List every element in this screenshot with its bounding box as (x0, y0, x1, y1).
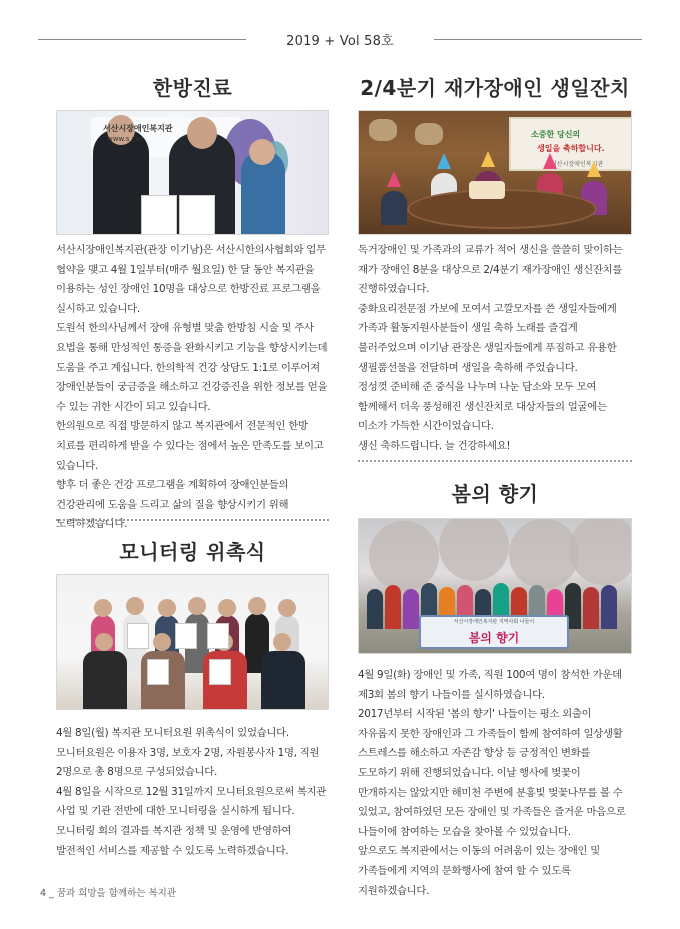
spring-outing-photo (358, 518, 632, 654)
person-head (187, 117, 217, 149)
certificate (147, 659, 169, 685)
person-figure (583, 587, 599, 629)
monitoring-group-photo (56, 574, 329, 710)
section-title: 모니터링 위촉식 (119, 540, 266, 564)
person-head (273, 633, 291, 651)
paragraph: 4월 8일(월) 복지관 모니터요원 위촉식이 있었습니다. (56, 727, 289, 739)
party-hat (437, 153, 451, 169)
person-head (249, 139, 275, 165)
agreement-document (179, 195, 215, 235)
sign-subtitle: 생일을 축하합니다. (537, 144, 605, 153)
person-figure (381, 191, 407, 225)
cherry-tree (439, 518, 509, 581)
cherry-tree (569, 518, 632, 585)
birthday-sign (509, 117, 632, 171)
section-title: 2/4분기 재가장애인 생일잔치 (360, 76, 630, 100)
section-title: 봄의 향기 (451, 482, 539, 506)
person-head (278, 599, 296, 617)
monitoring-body (56, 724, 329, 861)
section-monitoring (56, 536, 329, 861)
paragraph: 한의원으로 직접 방문하지 않고 복지관에서 전문적인 한방 치료를 편리하게 받을 수 있다는 점에서 높은 만족도를 보이고 있습니다. (56, 420, 324, 472)
person-head (188, 597, 206, 615)
paragraph: 모니터요원은 이용자 3명, 보호자 2명, 자원봉사자 1명, 직원 2명으로 총 8명으로 구성되었습니다. (56, 746, 320, 779)
paragraph: 4월 9일(화) 장애인 및 가족, 직원 100여 명이 참석한 가운데 제3회 봄의 향기 나들이를 실시하였습니다. (358, 669, 622, 701)
section-spring (358, 478, 632, 901)
herbal-agreement-photo (56, 110, 329, 235)
party-hat (543, 153, 557, 169)
person-figure (367, 589, 383, 629)
page-footer: 4 _ 꿈과 희망을 함께하는 복지관 (40, 888, 177, 899)
section-title: 한방진료 (152, 76, 233, 100)
photo-lantern (369, 119, 397, 141)
certificate (207, 623, 229, 649)
paragraph: 중화요리전문점 가보에 모여서 고깔모자를 쓴 생일자들에게 가족과 활동지원사분들이 생일 축하 노래를 즐겁게 불러주었으며 이기남 관장은 생일자들에게 푸짐하고 유용한 생필품선물을 전달하며 생일을 축하해 주었습니다. (358, 302, 617, 374)
person-head (153, 633, 171, 651)
person-head (95, 633, 113, 651)
photo-lantern (415, 123, 443, 145)
person-head (218, 599, 236, 617)
certificate (175, 623, 197, 649)
agreement-document (141, 195, 177, 235)
paragraph: 정성껏 준비해 준 중식을 나누며 나눈 담소와 모두 모여 함께해서 더욱 풍성해진 생신잔치로 대상자들의 얼굴에는 미소가 가득한 시간이었습니다. (358, 381, 607, 433)
party-hat (387, 171, 401, 187)
paragraph: 향후 더 좋은 건강 프로그램을 계획하여 장애인분들의 건강관리에 도움을 드리고 삶의 질을 향상시키기 위해 노력하겠습니다. (56, 479, 289, 531)
paragraph: 도원석 한의사님께서 장애 유형별 맞춤 한방침 시술 및 주사 요법을 통해 만성적인 통증을 완화시키고 기능을 향상시키는데 도움을 주고 계십니다. 한의학적 건강 상담도 1:1로 이루어져 장애인분들이 궁금증을 해소하고 건강증진을 위한 정보를 얻을 수 있는 귀한 시간이 되고 있습니다. (56, 322, 328, 413)
person-figure (403, 589, 419, 629)
section-birthday (358, 72, 632, 457)
birthday-party-photo (358, 110, 632, 235)
birthday-cake (469, 181, 505, 199)
person-head (248, 597, 266, 615)
section-herbal (56, 72, 329, 535)
person-head (126, 597, 144, 615)
paragraph: 서산시장애인복지관(관장 이기남)은 서산시한의사협회와 업무 협약을 맺고 4월 1일부터(매주 월요일) 한 달 동안 복지관을 이용하는 성인 장애인 10명을 대상으로 한방진료 프로그램을 실시하고 있습니다. (56, 244, 326, 315)
spring-body (358, 666, 632, 901)
banner-org: 서산시장애인복지관 지역사회 나들이 (453, 619, 535, 625)
section-divider (56, 519, 329, 521)
certificate (127, 623, 149, 649)
certificate (209, 659, 231, 685)
banner-title: 봄의 향기 (468, 631, 520, 645)
person-head (94, 599, 112, 617)
paragraph: 생신 축하드립니다. 늘 건강하세요! (358, 439, 511, 452)
party-hat (481, 151, 495, 167)
party-hat (587, 161, 601, 177)
sign-org: 서산시장애인복지관 (551, 161, 604, 168)
header-rule-right (434, 39, 642, 40)
birthday-body (358, 241, 632, 457)
page-header (38, 28, 642, 50)
person-figure (261, 651, 305, 710)
photo-sign-text: 서산시장애인복지관 (103, 124, 173, 133)
paragraph: 4월 8일을 시작으로 12월 31일까지 모니터요원으로써 복지관 사업 및 기관 전반에 대한 모니터링을 실시하게 됩니다. 모니터링 회의 결과를 복지관 정책 및 운영에 반영하여 발전적인 서비스를 제공할 수 있도록 노력하겠습니다. (56, 785, 327, 857)
person-figure (601, 585, 617, 629)
person-figure (385, 585, 401, 629)
paragraph: 2017년부터 시작된 '봄의 향기' 나들이는 평소 외출이 자유롭지 못한 장애인과 그 가족들이 함께 참여하여 일상생활 스트레스를 해소하고 자존감 향상 등 긍정적인 변화를 도모하기 위해 진행되었습니다. 이날 행사에 벚꽃이 만개하지는 않았지만 해미천 주변에 분홍빛 벚꽃나무를 볼 수 있었고, 참여하였던 모든 장애인 및 가족들은 즐거운 마음으로 나들이에 참여하는 모습을 찾아볼 수 있었습니다. (358, 708, 626, 838)
photo-sign-url: www.s r.kr (107, 135, 144, 143)
event-banner (419, 615, 569, 649)
person-head (158, 599, 176, 617)
paragraph: 독거장애인 및 가족과의 교류가 적어 생신을 쓸쓸히 맞이하는 재가 장애인 8분을 대상으로 2/4분기 재가장애인 생신잔치를 진행하였습니다. (358, 244, 623, 296)
paragraph: 앞으로도 복지관에서는 이동의 어려움이 있는 장애인 및 가족들에게 지역의 문화행사에 참여 할 수 있도록 지원하겠습니다. (358, 845, 600, 897)
herbal-body (56, 241, 329, 535)
issue-label: 2019 + Vol 58호 (286, 34, 394, 49)
person-figure (83, 651, 127, 710)
section-divider (358, 460, 632, 462)
sign-title: 소중한 당신의 (531, 130, 581, 139)
